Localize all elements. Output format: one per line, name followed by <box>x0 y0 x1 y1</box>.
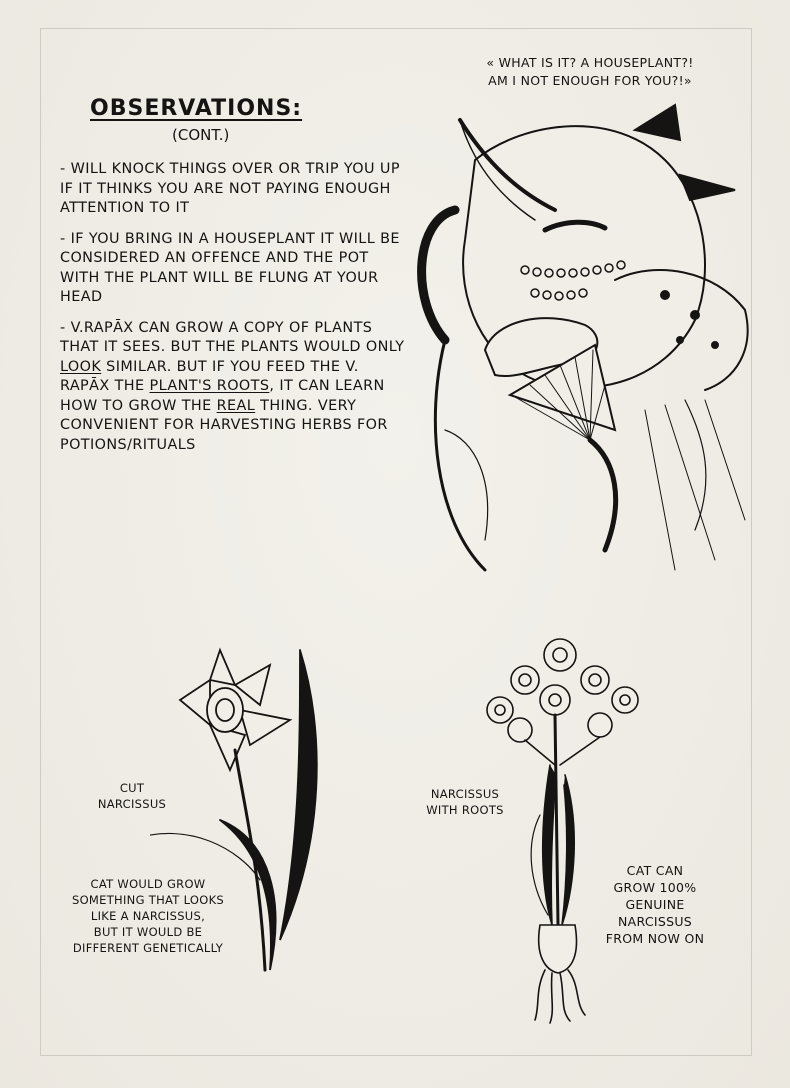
note-line: BUT IT WOULD BE <box>93 925 203 939</box>
obs3-emphasis-roots: PLANT'S ROOTS <box>149 378 270 394</box>
obs3-emphasis-look: LOOK <box>60 358 102 375</box>
note-line: GENUINE <box>625 897 685 912</box>
obs3-text: - V.RAPĀX CAN GROW A COPY OF PLANTS THAT IT SEES. BUT THE PLANTS WOULD ONLY <box>60 319 405 355</box>
obs3-emphasis-real: REAL <box>216 397 256 414</box>
observation-item: - WILL KNOCK THINGS OVER OR TRIP YOU UP IF IT THINKS YOU ARE NOT PAYING ENOUGH ATTENTION TO IT <box>60 161 400 216</box>
quote-line-1: « WHAT IS IT? A HOUSEPLANT?! <box>486 55 694 70</box>
note-line: DIFFERENT GENETICALLY <box>72 941 224 955</box>
cat-speech-quote <box>430 54 750 90</box>
page-subtitle: (CONT.) <box>172 126 230 144</box>
narcissus-with-roots-label <box>410 786 520 818</box>
obs3-text: THING. VERY CONVENIENT FOR HARVESTING HERBS FOR POTIONS/RITUALS <box>60 397 388 453</box>
cut-narcissus-label <box>72 780 192 812</box>
cat-creature-illustration <box>415 100 760 575</box>
note-line: GROW 100% <box>613 880 697 895</box>
note-line: CAT CAN <box>626 863 684 878</box>
note-line: LIKE A NARCISSUS, <box>90 909 206 923</box>
cut-label-line-2: NARCISSUS <box>97 797 167 811</box>
note-line: SOMETHING THAT LOOKS <box>71 893 225 907</box>
roots-label-line-2: WITH ROOTS <box>426 803 504 817</box>
observations-list <box>60 160 410 466</box>
obs3-text: SIMILAR. BUT IF YOU FEED THE V. RAPĀX THE <box>60 358 359 394</box>
roots-label-line-1: NARCISSUS <box>430 787 500 801</box>
note-line: FROM NOW ON <box>605 931 705 946</box>
cut-label-line-1: CUT <box>119 781 145 795</box>
page-title: OBSERVATIONS: <box>90 96 303 121</box>
note-line: NARCISSUS <box>617 914 693 929</box>
rooted-narcissus-illustration <box>480 625 645 1025</box>
note-line: CAT WOULD GROW <box>90 877 206 891</box>
observation-item <box>60 319 410 456</box>
obs3-text: , IT CAN LEARN HOW TO GROW THE <box>60 378 385 414</box>
observation-item: - IF YOU BRING IN A HOUSEPLANT IT WILL BE CONSIDERED AN OFFENCE AND THE POT WITH THE PLANT WILL BE FLUNG AT YOUR HEAD <box>60 230 400 305</box>
quote-line-2: AM I NOT ENOUGH FOR YOU?!» <box>488 73 692 88</box>
cat-can-grow-note <box>590 862 720 947</box>
cat-would-grow-note <box>48 876 248 956</box>
